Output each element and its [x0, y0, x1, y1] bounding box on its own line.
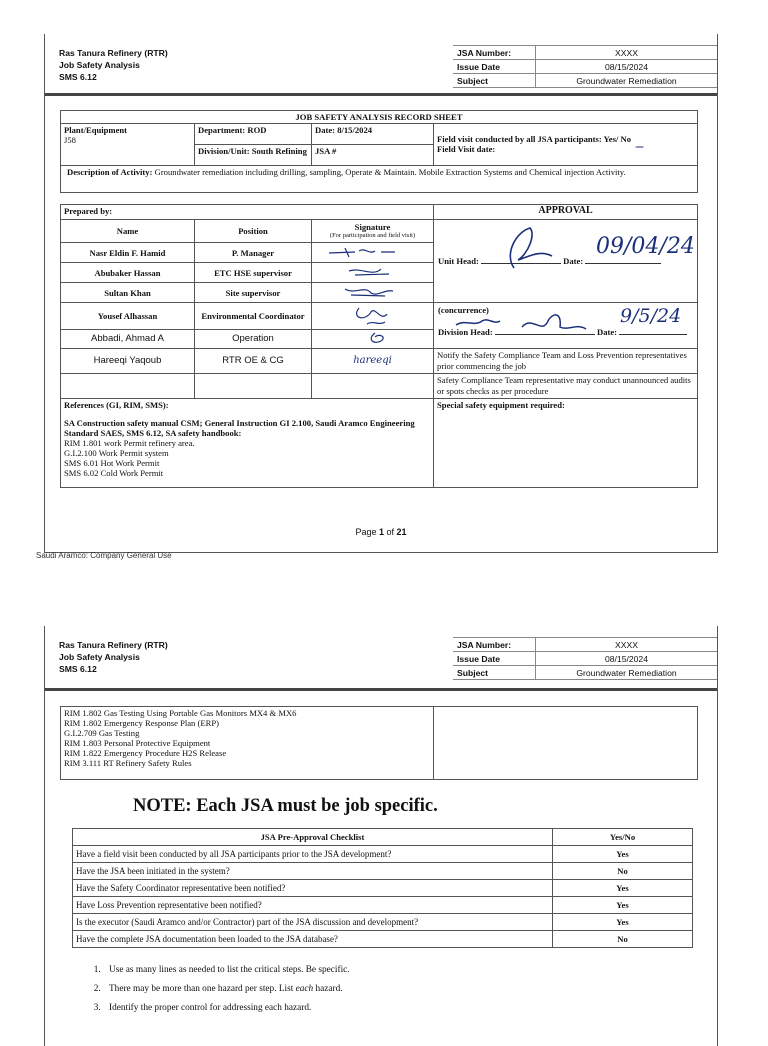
issue-date-value: 08/15/2024: [536, 652, 718, 666]
reference-item: G.I.2.709 Gas Testing: [64, 728, 140, 738]
field-visit-date-dash: —: [635, 142, 644, 152]
unit-head-date-label: Date:: [563, 256, 584, 266]
special-equipment-continued-cell: [434, 707, 698, 780]
header-info-table: [453, 45, 717, 88]
signature-mark: [315, 245, 427, 259]
job-specific-note: NOTE: Each JSA must be job specific.: [133, 796, 438, 816]
unit-head-date-handwritten: 09/04/24: [596, 234, 695, 259]
instruction-text: Use as many lines as needed to list the critical steps. Be specific.: [109, 965, 350, 975]
checklist-question: Have Loss Prevention representative been notified?: [73, 897, 553, 914]
header-divider: [45, 688, 717, 691]
page-of: of: [384, 527, 397, 537]
instruction-text: There may be more than one hazard per step. List: [109, 984, 296, 994]
preparer-name: Sultan Khan: [61, 283, 195, 303]
empty-position-cell: [195, 374, 312, 399]
preparer-name: Yousef Alhassan: [61, 303, 195, 330]
jsa-instructions-list: [89, 964, 663, 1021]
references-cell: [61, 399, 434, 488]
preparer-name: Abubaker Hassan: [61, 263, 195, 283]
signature-mark: [315, 285, 427, 299]
name-column-header: Name: [61, 220, 195, 243]
signature-mark: [315, 331, 427, 345]
subject-label: Subject: [453, 666, 536, 680]
header-title-block: [59, 639, 168, 675]
pre-approval-checklist: [72, 828, 693, 948]
field-visit-question: Field visit conducted by all JSA participants: Yes/ No: [437, 134, 632, 144]
signature-header-text: Signature: [354, 222, 391, 232]
reference-item: RIM 1.803 Personal Protective Equipment: [64, 738, 211, 748]
special-equipment-label: Special safety equipment required:: [434, 399, 698, 488]
date-field: Date: 8/15/2024: [312, 124, 434, 145]
company-name: Ras Tanura Refinery (RTR): [59, 48, 168, 58]
division-head-label: Division Head:: [438, 327, 493, 337]
field-visit-date: [437, 144, 694, 155]
unit-head-signature: [496, 224, 556, 270]
preparer-signature: [312, 263, 434, 283]
subject-value: Groundwater Remediation: [536, 666, 718, 680]
checklist-answer: Yes: [553, 897, 693, 914]
issue-date-label: Issue Date: [453, 652, 536, 666]
description-cell: [61, 166, 698, 193]
reference-item: RIM 3.111 RT Refinery Safety Rules: [64, 758, 192, 768]
checklist-answer: Yes: [553, 914, 693, 931]
approval-note-audit: Safety Compliance Team representative may conduct unannounced audits or spots checks as per procedure: [434, 374, 698, 399]
header-info-table: [453, 637, 717, 680]
instruction-item: [103, 983, 663, 1002]
page-total: 21: [396, 527, 407, 537]
approval-note-notify: Notify the Safety Compliance Team and Loss Prevention representatives prior commencing the job: [434, 349, 698, 374]
sms-reference: SMS 6.12: [59, 664, 97, 674]
document-header: [45, 626, 717, 688]
description-text: Groundwater remediation including drilling, sampling, Operate & Maintain. Mobile Extraction Systems and Chemical injection Activity.: [154, 167, 626, 177]
jsa-page-1: [44, 34, 718, 553]
unit-head-approval-cell: [434, 220, 698, 303]
checklist-question: Have the complete JSA documentation been loaded to the JSA database?: [73, 931, 553, 948]
division-text: Division/Unit: South Refining: [198, 146, 307, 156]
references-label: References (GI, RIM, SMS):: [64, 400, 169, 410]
preparer-position: P. Manager: [195, 243, 312, 263]
preparer-signature-handwritten: hareeqi: [312, 349, 434, 374]
empty-signature-cell: [312, 374, 434, 399]
instruction-item: [103, 1002, 663, 1021]
reference-item: RIM 1.822 Emergency Procedure H2S Release: [64, 748, 227, 758]
preparer-signature: [312, 243, 434, 263]
jsa-number-value: XXXX: [536, 638, 718, 652]
header-title-block: [59, 47, 168, 83]
preparer-position: Environmental Coordinator: [195, 303, 312, 330]
signature-mark: [315, 304, 427, 326]
jsa-number-label: JSA Number:: [453, 638, 536, 652]
field-visit-cell: [434, 124, 698, 166]
references-continued-table: [60, 706, 698, 780]
checklist-header-answer: Yes/No: [553, 829, 693, 846]
checklist-question: Have a field visit been conducted by all JSA participants prior to the JSA development?: [73, 846, 553, 863]
unit-head-label: Unit Head:: [438, 256, 479, 266]
reference-item: G.I.2.100 Work Permit system: [64, 448, 169, 458]
prepared-by-label: Prepared by:: [61, 205, 434, 220]
issue-date-value: 08/15/2024: [536, 60, 718, 74]
preparer-position: RTR OE & CG: [195, 349, 312, 374]
approval-title: APPROVAL: [434, 205, 698, 220]
signature-column-header: [312, 220, 434, 243]
division-head-signature: [452, 305, 592, 339]
position-column-header: Position: [195, 220, 312, 243]
document-header: [45, 34, 717, 96]
jsa-number-value: XXXX: [536, 46, 718, 60]
reference-item: SMS 6.02 Cold Work Permit: [64, 468, 164, 478]
unit-head-date-line: [585, 263, 661, 264]
sms-reference: SMS 6.12: [59, 72, 97, 82]
record-sheet-title: JOB SAFETY ANALYSIS RECORD SHEET: [61, 111, 698, 124]
header-divider: [45, 93, 717, 96]
instruction-item: [103, 964, 663, 983]
division-head-approval-cell: [434, 303, 698, 349]
reference-item: SMS 6.01 Hot Work Permit: [64, 458, 160, 468]
plant-label: Plant/Equipment: [64, 125, 128, 135]
reference-item: RIM 1.802 Emergency Response Plan (ERP): [64, 718, 219, 728]
references-continued-cell: [61, 707, 434, 780]
instruction-emphasis: each: [295, 984, 314, 994]
preparer-name: Abbadi, Ahmad A: [61, 330, 195, 349]
company-name: Ras Tanura Refinery (RTR): [59, 640, 168, 650]
reference-item: RIM 1.801 work Permit refinery area.: [64, 438, 195, 448]
subject-label: Subject: [453, 74, 536, 88]
preparer-position: Operation: [195, 330, 312, 349]
checklist-answer: Yes: [553, 846, 693, 863]
jsa-page-2: [44, 626, 718, 1046]
reference-item: RIM 1.802 Gas Testing Using Portable Gas Monitors MX4 & MX6: [64, 708, 297, 718]
plant-equipment-cell: [61, 124, 195, 166]
checklist-answer: No: [553, 931, 693, 948]
references-standards: SA Construction safety manual CSM; General Instruction GI 2.100, Saudi Aramco Engineering Standard SAES, SMS 6.12, SA safety handbook:: [64, 418, 415, 438]
preparer-position: ETC HSE supervisor: [195, 263, 312, 283]
instruction-text: hazard.: [313, 984, 343, 994]
checklist-answer: Yes: [553, 880, 693, 897]
jsa-hash-field: JSA #: [312, 145, 434, 166]
document-type: Job Safety Analysis: [59, 652, 140, 662]
division-field: [195, 145, 312, 166]
page-current: 1: [378, 527, 384, 537]
jsa-number-label: JSA Number:: [453, 46, 536, 60]
document-type: Job Safety Analysis: [59, 60, 140, 70]
description-label: Description of Activity:: [67, 167, 153, 177]
division-head-date-line: [619, 334, 687, 335]
preparer-signature: [312, 283, 434, 303]
classification-footer: Saudi Aramco: Company General Use: [36, 551, 172, 560]
checklist-question: Is the executor (Saudi Aramco and/or Contractor) part of the JSA discussion and development?: [73, 914, 553, 931]
page-prefix: Page: [355, 527, 379, 537]
checklist-question: Have the JSA been initiated in the system?: [73, 863, 553, 880]
division-head-date-handwritten: 9/5/24: [620, 305, 682, 327]
plant-value: J58: [64, 135, 76, 145]
instruction-text: Identify the proper control for addressing each hazard.: [109, 1003, 312, 1013]
signature-header-note: (For participation and field visit): [329, 232, 416, 239]
subject-value: Groundwater Remediation: [536, 74, 718, 88]
prepared-approval-table: [60, 204, 698, 488]
checklist-answer: No: [553, 863, 693, 880]
preparer-name: Hareeqi Yaqoub: [61, 349, 195, 374]
empty-name-cell: [61, 374, 195, 399]
record-sheet-table: [60, 110, 698, 193]
checklist-header-item: JSA Pre-Approval Checklist: [73, 829, 553, 846]
signature-mark: [315, 265, 427, 279]
preparer-name: Nasr Eldin F. Hamid: [61, 243, 195, 263]
concurrence-label: (concurrence): [438, 305, 489, 315]
preparer-signature: [312, 303, 434, 330]
field-visit-date-label: Field Visit date:: [437, 144, 496, 154]
preparer-position: Site supervisor: [195, 283, 312, 303]
issue-date-label: Issue Date: [453, 60, 536, 74]
checklist-question: Have the Safety Coordinator representative been notified?: [73, 880, 553, 897]
page-number: [45, 527, 717, 537]
preparer-signature: [312, 330, 434, 349]
department-field: Department: ROD: [195, 124, 312, 145]
division-head-date-label: Date:: [597, 327, 618, 337]
